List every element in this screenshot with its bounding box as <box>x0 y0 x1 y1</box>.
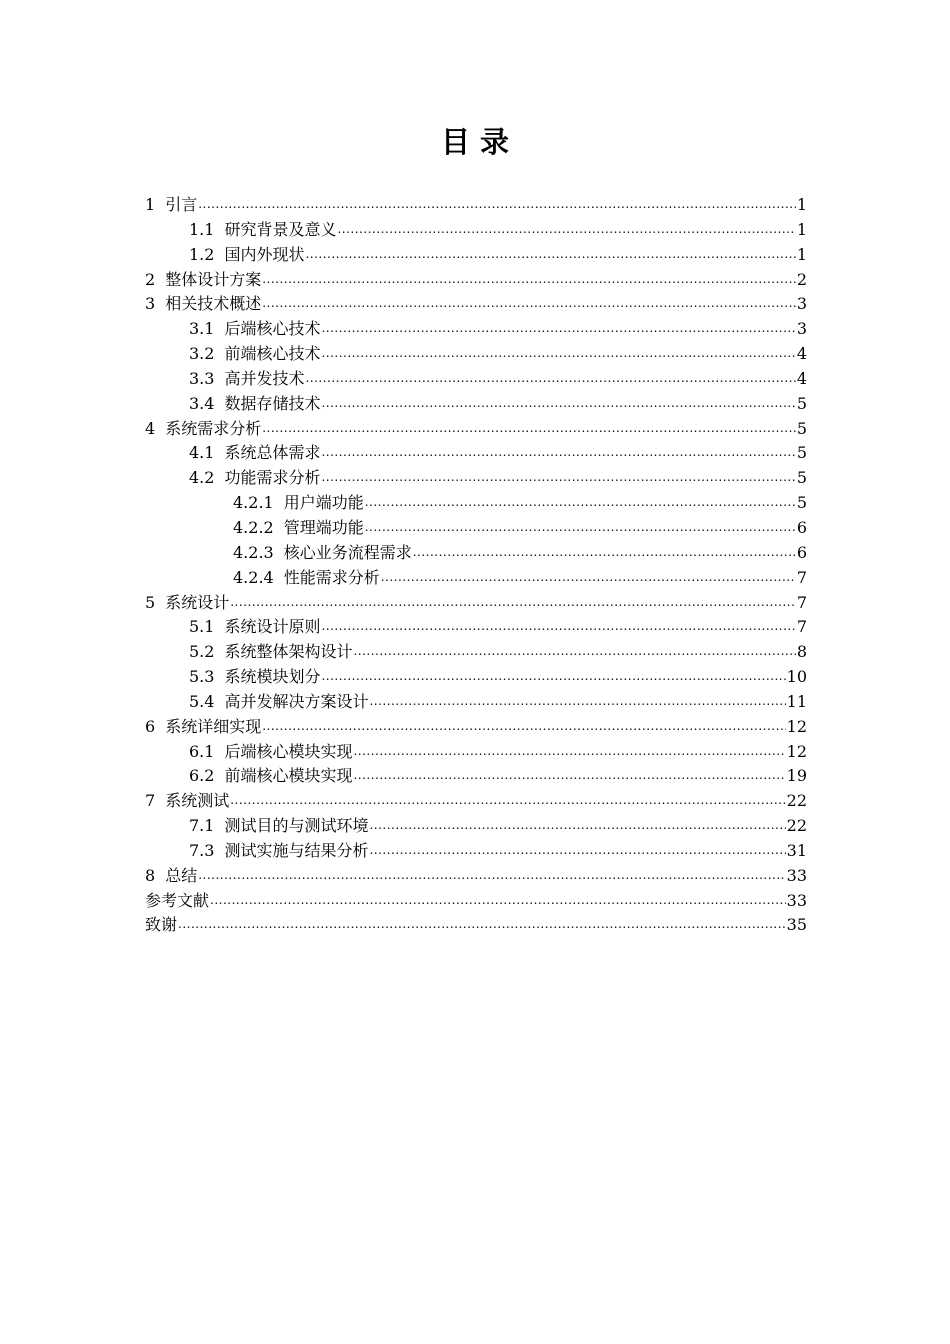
toc-entry-label <box>233 491 364 515</box>
toc-dot-leader <box>413 539 796 564</box>
toc-entry[interactable] <box>145 640 807 665</box>
toc-entry-number: 4.2.1 <box>233 493 274 513</box>
toc-entry-number: 1.2 <box>189 244 215 264</box>
toc-dot-leader <box>369 688 785 713</box>
toc-entry[interactable] <box>145 864 807 889</box>
toc-entry-page: 22 <box>786 791 807 811</box>
toc-entry-number: 5.1 <box>189 617 215 637</box>
toc-entry-number: 3.2 <box>189 344 215 364</box>
toc-entry-text: 系统详细实现 <box>165 716 262 736</box>
toc-entry-label <box>189 243 304 267</box>
toc-entry-label <box>189 342 320 366</box>
toc-entry-text: 高并发解决方案设计 <box>224 691 369 711</box>
toc-entry-page: 1 <box>796 195 807 214</box>
toc-dot-leader <box>321 663 785 688</box>
toc-entry[interactable] <box>145 218 807 243</box>
toc-entry-page: 1 <box>796 219 807 239</box>
toc-entry[interactable] <box>145 491 807 516</box>
toc-dot-leader <box>321 613 795 638</box>
toc-entry-label <box>189 814 368 838</box>
toc-entry-number: 3.3 <box>189 368 215 388</box>
toc-entry-label <box>145 715 261 739</box>
toc-entry-page: 5 <box>796 443 807 463</box>
toc-entry-number: 4.2 <box>189 468 215 488</box>
toc-entry-page: 4 <box>796 344 807 364</box>
toc-entry-text: 高并发技术 <box>224 368 305 388</box>
toc-entry-page: 33 <box>786 865 807 885</box>
toc-entry-number: 4.2.3 <box>233 542 274 562</box>
toc-entry-number: 5.4 <box>189 691 215 711</box>
toc-entry-page: 5 <box>796 418 807 438</box>
toc-entry-page: 22 <box>786 816 807 836</box>
toc-dot-leader <box>198 862 785 887</box>
toc-entry-number: 3.4 <box>189 393 215 413</box>
toc-dot-leader <box>210 887 786 912</box>
toc-entry-label <box>145 889 209 913</box>
toc-entry-number: 2 <box>145 269 156 289</box>
toc-entry-label <box>189 317 320 341</box>
toc-entry[interactable] <box>145 541 807 566</box>
toc-entry-text: 后端核心技术 <box>224 319 321 339</box>
toc-entry-text: 系统总体需求 <box>224 443 321 463</box>
toc-entry[interactable] <box>145 839 807 864</box>
toc-entry[interactable] <box>145 367 807 392</box>
toc-entry[interactable] <box>145 292 807 317</box>
toc-entry-page: 7 <box>796 567 807 587</box>
toc-entry-number: 8 <box>145 865 156 885</box>
toc-entry-label <box>233 566 380 590</box>
toc-entry-label <box>145 913 177 937</box>
toc-entry-text: 系统模块划分 <box>224 667 321 687</box>
toc-entry[interactable] <box>145 417 807 442</box>
toc-entry-text: 后端核心模块实现 <box>224 741 353 761</box>
toc-dot-leader <box>337 216 795 241</box>
toc-entry-text: 用户端功能 <box>283 493 364 513</box>
toc-entry-number: 7.1 <box>189 816 215 836</box>
toc-dot-leader <box>353 738 785 763</box>
toc-entry[interactable] <box>145 193 807 218</box>
toc-entry-text: 管理端功能 <box>283 517 364 537</box>
toc-entry-page: 6 <box>796 542 807 562</box>
toc-entry-number: 7.3 <box>189 840 215 860</box>
toc-entry-label <box>145 193 197 217</box>
toc-entry-page: 6 <box>796 517 807 537</box>
toc-entry-page: 1 <box>796 244 807 264</box>
toc-entry-text: 系统设计原则 <box>224 617 321 637</box>
toc-entry-label <box>189 740 352 764</box>
toc-entry-page: 3 <box>796 319 807 339</box>
toc-entry-number: 4 <box>145 418 156 438</box>
toc-entry-page: 2 <box>796 269 807 289</box>
toc-dot-leader <box>230 787 785 812</box>
toc-entry-number: 1.1 <box>189 219 215 239</box>
toc-entry-number: 4.2.4 <box>233 567 274 587</box>
toc-entry-label <box>189 764 352 788</box>
toc-entry-page: 7 <box>796 592 807 612</box>
toc-entry-number: 5 <box>145 592 156 612</box>
toc-entry-label <box>189 690 368 714</box>
toc-dot-leader <box>321 439 795 464</box>
toc-entry-text: 整体设计方案 <box>165 269 262 289</box>
toc-entry[interactable] <box>145 566 807 591</box>
toc-entry-number: 6.2 <box>189 766 215 786</box>
toc-entry-label <box>233 541 412 565</box>
toc-entry-label <box>145 864 197 888</box>
toc-entry-page: 5 <box>796 468 807 488</box>
toc-entry-text: 前端核心模块实现 <box>224 766 353 786</box>
toc-dot-leader <box>305 365 795 390</box>
toc-entry-text: 系统整体架构设计 <box>224 642 353 662</box>
toc-dot-leader <box>262 266 796 291</box>
toc-entry-label <box>145 417 261 441</box>
toc-entry[interactable] <box>145 690 807 715</box>
toc-entry-page: 4 <box>796 368 807 388</box>
toc-entry-text: 总结 <box>165 865 198 885</box>
toc-entry[interactable] <box>145 591 807 616</box>
toc-entry-page: 10 <box>786 667 807 687</box>
toc-entry[interactable] <box>145 665 807 690</box>
toc-entry-number: 1 <box>145 195 156 214</box>
toc-dot-leader <box>262 415 796 440</box>
toc-entry-page: 8 <box>796 642 807 662</box>
toc-entry-page: 19 <box>786 766 807 786</box>
toc-entry[interactable] <box>145 615 807 640</box>
toc-dot-leader <box>321 390 795 415</box>
toc-entry-text: 系统需求分析 <box>165 418 262 438</box>
toc-entry-label <box>189 665 320 689</box>
toc-entry[interactable] <box>145 814 807 839</box>
toc-entry-text: 系统测试 <box>165 791 230 811</box>
toc-entry-number: 5.2 <box>189 642 215 662</box>
toc-dot-leader <box>365 514 796 539</box>
toc-entry-page: 5 <box>796 493 807 513</box>
toc-dot-leader <box>230 589 796 614</box>
toc-entry-label <box>189 367 304 391</box>
toc-entry[interactable] <box>145 342 807 367</box>
toc-entry-page: 35 <box>786 915 807 935</box>
toc-entry[interactable] <box>145 789 807 814</box>
toc-dot-leader <box>353 762 785 787</box>
toc-entry[interactable] <box>145 516 807 541</box>
toc-entry[interactable] <box>145 715 807 740</box>
toc-entry-number: 7 <box>145 791 156 811</box>
toc-entry[interactable] <box>145 392 807 417</box>
toc-entry-page: 33 <box>786 890 807 910</box>
toc-dot-leader <box>369 837 785 862</box>
toc-entry-label <box>189 839 368 863</box>
toc-entry-page: 3 <box>796 294 807 314</box>
toc-dot-leader <box>321 340 795 365</box>
toc-dot-leader <box>305 241 795 266</box>
toc-entry-text: 数据存储技术 <box>224 393 321 413</box>
toc-dot-leader <box>262 290 796 315</box>
toc-entry-text: 测试目的与测试环境 <box>224 816 369 836</box>
toc-entry-number: 4.2.2 <box>233 517 274 537</box>
toc-entry-text: 相关技术概述 <box>165 294 262 314</box>
toc-entry[interactable] <box>145 466 807 491</box>
toc-entry-text: 研究背景及意义 <box>224 219 337 239</box>
toc-entry-number: 4.1 <box>189 443 215 463</box>
toc-entry-number: 5.3 <box>189 667 215 687</box>
toc-entry[interactable] <box>145 740 807 765</box>
toc-dot-leader <box>198 191 796 216</box>
toc-entry-number: 3 <box>145 294 156 314</box>
toc-entry-label <box>145 789 229 813</box>
toc-entry-label <box>233 516 364 540</box>
toc-entry-text: 系统设计 <box>165 592 230 612</box>
toc-entry-page: 11 <box>786 691 807 711</box>
toc-entry-label <box>189 466 320 490</box>
toc-entry[interactable] <box>145 889 807 914</box>
toc-entry-text: 国内外现状 <box>224 244 305 264</box>
toc-entry-text: 参考文献 <box>145 890 210 910</box>
toc-entry[interactable] <box>145 913 807 938</box>
toc-entry-page: 5 <box>796 393 807 413</box>
toc-dot-leader <box>365 489 796 514</box>
toc-entry-label <box>189 392 320 416</box>
toc-entry-number: 3.1 <box>189 319 215 339</box>
toc-entry[interactable] <box>145 764 807 789</box>
table-of-contents <box>145 193 807 938</box>
toc-entry-label <box>189 640 352 664</box>
toc-entry[interactable] <box>145 441 807 466</box>
toc-entry-label <box>189 218 336 242</box>
toc-dot-leader <box>369 812 785 837</box>
toc-entry-text: 性能需求分析 <box>283 567 380 587</box>
toc-entry-page: 7 <box>796 617 807 637</box>
toc-dot-leader <box>381 564 796 589</box>
toc-entry-page: 31 <box>786 840 807 860</box>
toc-entry-page: 12 <box>786 741 807 761</box>
toc-entry-number: 6 <box>145 716 156 736</box>
toc-entry-text: 功能需求分析 <box>224 468 321 488</box>
toc-entry-text: 测试实施与结果分析 <box>224 840 369 860</box>
toc-entry[interactable] <box>145 243 807 268</box>
toc-dot-leader <box>262 713 785 738</box>
toc-entry-page: 12 <box>786 716 807 736</box>
toc-dot-leader <box>321 464 795 489</box>
toc-entry-label <box>145 292 261 316</box>
toc-entry-label <box>189 441 320 465</box>
toc-dot-leader <box>178 911 786 936</box>
toc-entry[interactable] <box>145 317 807 342</box>
toc-entry-text: 核心业务流程需求 <box>283 542 412 562</box>
toc-entry-label <box>145 268 261 292</box>
toc-entry-text: 引言 <box>165 195 198 214</box>
toc-dot-leader <box>321 315 795 340</box>
toc-entry-number: 6.1 <box>189 741 215 761</box>
toc-entry-label <box>145 591 229 615</box>
toc-entry-text: 致谢 <box>145 915 178 935</box>
toc-entry[interactable] <box>145 268 807 293</box>
toc-entry-label <box>189 615 320 639</box>
toc-dot-leader <box>353 638 795 663</box>
toc-entry-text: 前端核心技术 <box>224 344 321 364</box>
page-title: 目 录 <box>440 125 510 159</box>
